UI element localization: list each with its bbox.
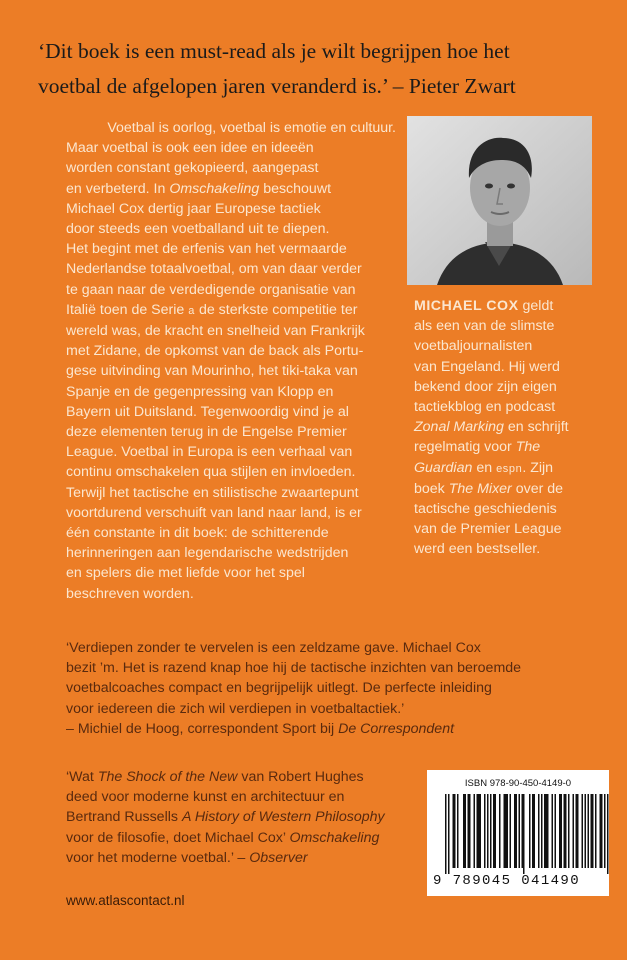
barcode-bar bbox=[604, 794, 606, 868]
bio-line: regelmatig voor The bbox=[414, 439, 541, 456]
review-line: ‘Verdiepen zonder te vervelen is een zeldzame gave. Michael Cox bbox=[66, 640, 481, 656]
author-photo bbox=[407, 116, 592, 285]
barcode-bar bbox=[565, 794, 567, 868]
review-line: – Michiel de Hoog, correspondent Sport bij De Correspondent bbox=[66, 720, 455, 737]
blurb-line: Italië toen de Serie a de sterkste competitie ter bbox=[66, 301, 358, 318]
book-title: Omschakeling bbox=[169, 180, 260, 197]
barcode-bar bbox=[547, 794, 549, 868]
barcode-bar bbox=[465, 794, 467, 868]
blurb-line: Voetbal is oorlog, voetbal is emotie en cultuur. bbox=[107, 120, 396, 136]
bio-line: tactiekblog en podcast bbox=[414, 399, 556, 416]
bio-line: van Engeland. Hij werd bbox=[414, 358, 560, 375]
blurb-line: Het begint met de erfenis van het vermaarde bbox=[66, 241, 347, 258]
barcode-bar bbox=[592, 794, 594, 868]
barcode-bar bbox=[504, 794, 506, 868]
barcode-bar bbox=[469, 794, 471, 868]
review-line: bezit ’m. Het is razend knap hoe hij de tactische inzichten van beroemde bbox=[66, 660, 522, 677]
barcode-bar bbox=[453, 794, 455, 868]
barcode-bar bbox=[510, 794, 512, 868]
barcode-bar bbox=[585, 794, 587, 868]
barcode-bar bbox=[507, 794, 509, 868]
author-portrait-image bbox=[407, 116, 592, 285]
barcode-bar bbox=[559, 794, 561, 868]
blurb-line: beschreven worden. bbox=[66, 585, 194, 602]
barcode-bar bbox=[595, 794, 597, 868]
barcode-bar bbox=[541, 794, 543, 868]
bio-line: Guardian en espn. Zijn bbox=[414, 459, 554, 476]
bio-line: van de Premier League bbox=[414, 521, 562, 538]
barcode-bar bbox=[487, 794, 489, 868]
blurb-line: Bayern uit Duitsland. Tegenwoordig vind je al bbox=[66, 403, 349, 420]
review-line: voetbalcoaches compact en begrijpelijk uitlegt. De perfecte inleiding bbox=[66, 680, 492, 697]
bio-line: Zonal Marking en schrijft bbox=[414, 419, 569, 436]
author-bio bbox=[414, 296, 614, 560]
blurb-line: deze elementen terug in de Engelse Premier bbox=[66, 424, 347, 441]
blurb-line: worden constant gekopieerd, aangepast bbox=[66, 160, 319, 177]
barcode-bar bbox=[468, 794, 470, 868]
barcode-bar bbox=[561, 794, 563, 868]
barcode-bar bbox=[478, 794, 480, 868]
blurb-line: door steeds een voetballand uit te diepen. bbox=[66, 221, 330, 238]
blurb-line: voortdurend verschuift van land naar land, is er bbox=[66, 504, 362, 521]
barcode-bar bbox=[538, 794, 540, 868]
publisher-url[interactable]: www.atlascontact.nl bbox=[66, 893, 185, 908]
barcode-bar bbox=[495, 794, 497, 868]
barcode-bar bbox=[582, 794, 584, 868]
barcode-bar bbox=[568, 794, 570, 868]
bio-line: MICHAEL COX geldt bbox=[414, 298, 554, 314]
barcode-bar bbox=[448, 794, 450, 874]
barcode-bar bbox=[607, 794, 609, 874]
barcode-bar bbox=[591, 794, 593, 868]
blurb-line: met Zidane, de opkomst van de back als Portu- bbox=[66, 343, 364, 360]
blurb-line: te gaan naar de verdedigende organisatie van bbox=[66, 281, 356, 298]
isbn-barcode bbox=[427, 770, 609, 896]
blurb-line: Spanje en de gegenpressing van Klopp en bbox=[66, 383, 334, 400]
blurb-line: Terwijl het tactische en stilistische zwaartepunt bbox=[66, 484, 359, 501]
isbn-digits: 9 789045 041490 bbox=[433, 873, 581, 889]
barcode-bar bbox=[474, 794, 476, 868]
barcode-bar bbox=[546, 794, 548, 868]
barcode-bar bbox=[555, 794, 557, 868]
review-line: Bertrand Russells A History of Western Philosophy bbox=[66, 809, 385, 826]
review-line: voor de filosofie, doet Michael Cox’ Omschakeling bbox=[66, 829, 380, 846]
barcode-bar bbox=[514, 794, 516, 868]
barcode-bar bbox=[576, 794, 578, 868]
review-line: ‘Wat The Shock of the New van Robert Hughes bbox=[66, 769, 364, 785]
review-line: voor iedereen die zich wil verdiepen in voetbaltactiek.’ bbox=[66, 700, 405, 717]
barcode-bar bbox=[588, 794, 590, 868]
review-quote-1 bbox=[66, 638, 626, 739]
barcode-bar bbox=[552, 794, 554, 868]
bio-line: bekend door zijn eigen bbox=[414, 378, 557, 395]
barcode-bar bbox=[544, 794, 546, 868]
bio-line: als een van de slimste bbox=[414, 318, 555, 335]
blurb-line: Maar voetbal is ook een idee en ideeën bbox=[66, 140, 314, 157]
bio-line: boek The Mixer over de bbox=[414, 480, 564, 497]
blurb-line: continu omschakelen qua stijlen en invloeden. bbox=[66, 464, 356, 481]
blurb-line: herinneringen aan legendarische wedstrijden bbox=[66, 545, 349, 562]
blurb-line: en spelers die met liefde voor het spel bbox=[66, 565, 305, 582]
blurb-line: Nederlandse totaalvoetbal, om van daar verder bbox=[66, 261, 362, 278]
blurb-line: Michael Cox dertig jaar Europese tactiek bbox=[66, 200, 321, 217]
blurb-line: gese uitvinding van Mourinho, het tiki-taka van bbox=[66, 363, 358, 380]
barcode-bar bbox=[534, 794, 536, 868]
barcode-bar bbox=[457, 794, 459, 868]
review-line: voor het moderne voetbal.’ – Observer bbox=[66, 849, 308, 866]
barcode-bar bbox=[573, 794, 575, 868]
barcode-bar bbox=[522, 794, 524, 868]
top-quote-line: voetbal de afgelopen jaren veranderd is.’ – Pieter Zwart bbox=[38, 74, 516, 98]
top-quote bbox=[38, 34, 608, 104]
barcode-bar bbox=[445, 794, 447, 874]
bio-line: werd een bestseller. bbox=[414, 541, 541, 558]
barcode-bar bbox=[523, 794, 525, 874]
barcode-bar bbox=[499, 794, 501, 868]
review-line: deed voor moderne kunst en architectuur en bbox=[66, 789, 345, 806]
bio-line: tactische geschiedenis bbox=[414, 501, 557, 518]
blurb-line: en verbeterd. In Omschakeling beschouwt bbox=[66, 180, 332, 197]
isbn-label: ISBN 978-90-450-4149-0 bbox=[464, 778, 572, 789]
barcode-bar bbox=[529, 794, 531, 868]
review-source: Observer bbox=[249, 849, 308, 866]
top-quote-line: ‘Dit boek is een must-read als je wilt begrijpen hoe het bbox=[38, 39, 510, 63]
book-blurb bbox=[66, 118, 396, 604]
barcode-bar bbox=[493, 794, 495, 868]
barcode-bar bbox=[600, 794, 602, 868]
barcode-bar bbox=[519, 794, 521, 868]
barcode-bar bbox=[505, 794, 507, 868]
barcode-bar bbox=[564, 794, 566, 868]
barcode-bar bbox=[601, 794, 603, 868]
barcode-bar bbox=[463, 794, 465, 868]
barcode-bar bbox=[532, 794, 534, 868]
barcode-bar bbox=[477, 794, 479, 868]
review-source: De Correspondent bbox=[338, 720, 455, 737]
barcode-bar bbox=[484, 794, 486, 868]
bio-line: voetbaljournalisten bbox=[414, 338, 533, 355]
blurb-line: League. Voetbal in Europa is een verhaal van bbox=[66, 444, 353, 461]
barcode-bar bbox=[516, 794, 518, 868]
author-name: MICHAEL COX bbox=[414, 298, 519, 314]
blurb-line: wereld was, de kracht en snelheid van Frankrijk bbox=[66, 323, 365, 340]
barcode-bar bbox=[454, 794, 456, 868]
barcode-bar bbox=[490, 794, 492, 868]
blurb-line: één constante in dit boek: de schitterende bbox=[66, 525, 329, 542]
barcode-bar bbox=[577, 794, 579, 868]
barcode-bar bbox=[480, 794, 482, 868]
